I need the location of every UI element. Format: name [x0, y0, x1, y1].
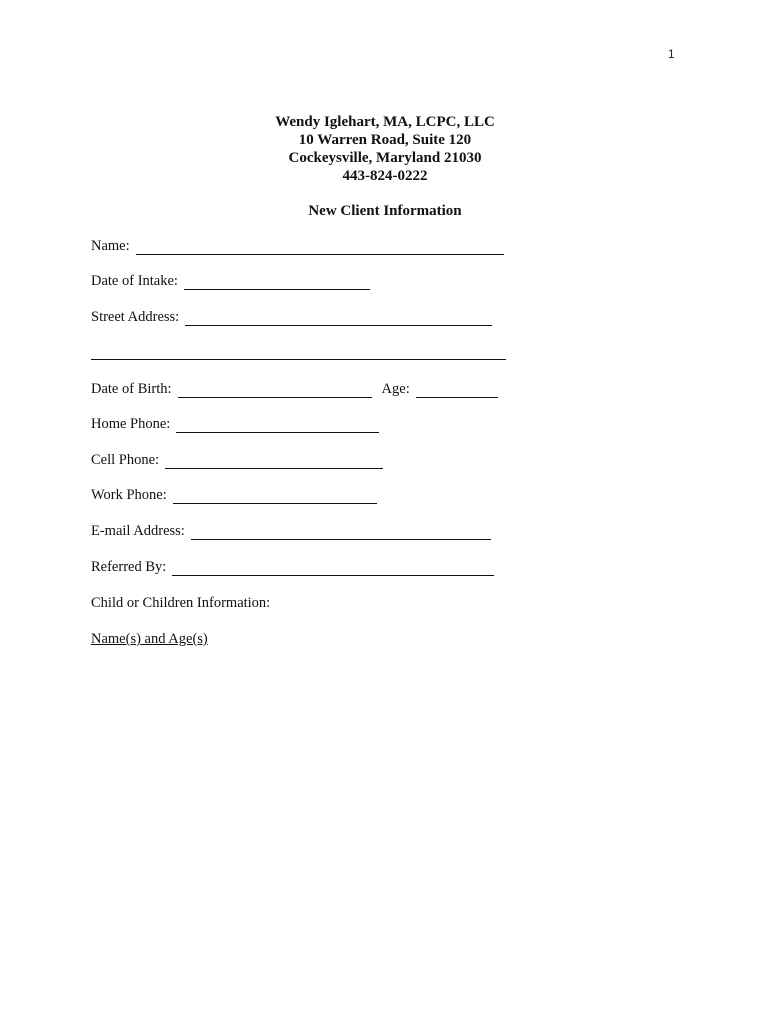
work-phone-blank-line[interactable] — [173, 489, 377, 504]
age-blank-line[interactable] — [416, 383, 498, 398]
name-field-row — [91, 238, 504, 255]
date-of-intake-blank-line[interactable] — [184, 275, 370, 290]
address-line-2: Cockeysville, Maryland 21030 — [288, 150, 482, 166]
street-address-blank-line[interactable] — [185, 311, 492, 326]
name-blank-line[interactable] — [136, 240, 504, 255]
children-names-ages-subheading: Name(s) and Age(s) — [91, 631, 208, 647]
date-of-intake-row — [91, 273, 370, 290]
address-line-1: 10 Warren Road, Suite 120 — [298, 132, 472, 148]
age-field — [382, 381, 498, 398]
home-phone-blank-line[interactable] — [176, 418, 379, 433]
cell-phone-blank-line[interactable] — [165, 454, 383, 469]
referred-by-row — [91, 559, 494, 576]
page-number: 1 — [668, 47, 675, 61]
street-address-second-line[interactable] — [91, 344, 506, 360]
age-label: Age: — [381, 381, 410, 397]
date-of-birth-label: Date of Birth: — [91, 381, 172, 397]
work-phone-label: Work Phone: — [91, 487, 167, 503]
form-title: New Client Information — [308, 203, 462, 219]
practice-name: Wendy Iglehart, MA, LCPC, LLC — [275, 114, 495, 130]
date-of-birth-row — [91, 381, 498, 398]
email-row — [91, 523, 491, 540]
work-phone-row — [91, 487, 377, 504]
date-of-birth-blank-line[interactable] — [178, 383, 372, 398]
name-label: Name: — [91, 238, 130, 254]
email-label: E-mail Address: — [91, 523, 185, 539]
referred-by-blank-line[interactable] — [172, 561, 494, 576]
home-phone-row — [91, 416, 379, 433]
cell-phone-label: Cell Phone: — [91, 452, 160, 468]
date-of-intake-label: Date of Intake: — [91, 273, 178, 289]
home-phone-label: Home Phone: — [91, 416, 171, 432]
referred-by-label: Referred By: — [91, 559, 167, 575]
letterhead — [0, 113, 770, 185]
children-info-heading: Child or Children Information: — [91, 595, 271, 611]
cell-phone-row — [91, 452, 383, 469]
street-address-label: Street Address: — [91, 309, 180, 325]
street-address-row — [91, 309, 492, 326]
email-blank-line[interactable] — [191, 525, 491, 540]
practice-phone: 443-824-0222 — [342, 168, 428, 184]
